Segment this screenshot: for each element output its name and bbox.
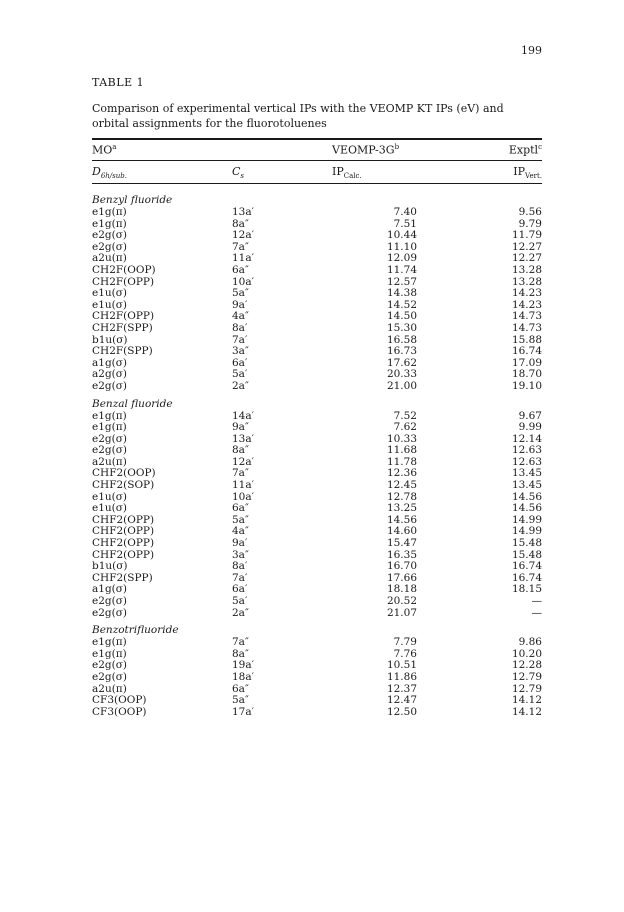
cell-ip-vert: 14.73 xyxy=(511,310,542,323)
cell-ip-calc: 18.18 xyxy=(386,583,417,596)
cell-mo: CH2F(OPP) xyxy=(92,275,155,288)
cell-ip-vert: 13.45 xyxy=(511,479,542,492)
cell-ip-calc: 12.36 xyxy=(386,467,417,480)
cell-ip-vert: 15.48 xyxy=(511,548,542,561)
cell-ip-calc: 17.66 xyxy=(386,571,417,584)
cell-mo: e2g(σ) xyxy=(92,379,127,392)
cell-ip-vert: 17.09 xyxy=(511,356,542,369)
cell-cs: 18a′ xyxy=(232,670,255,683)
cell-mo: e1u(σ) xyxy=(92,298,128,311)
header-d6h: $D_{6h/sub.}$ xyxy=(92,165,127,181)
table-label: TABLE 1 xyxy=(92,76,145,89)
cell-cs: 2a″ xyxy=(232,379,249,392)
cell-ip-calc: 12.37 xyxy=(386,682,417,695)
table-row xyxy=(92,288,542,300)
header-veomp: VEOMP-$3G^b$ xyxy=(332,143,400,157)
cell-mo: CH2F(SPP) xyxy=(92,321,153,334)
table-row xyxy=(92,230,542,242)
cell-ip-vert: 15.48 xyxy=(511,537,542,550)
cell-ip-calc: 12.57 xyxy=(386,275,417,288)
cell-cs: 13a′ xyxy=(232,206,255,218)
cell-mo: e2g(σ) xyxy=(92,240,127,253)
section-title xyxy=(92,625,542,637)
cell-cs: 7a′ xyxy=(232,333,248,346)
cell-ip-calc: 12.47 xyxy=(386,694,417,707)
cell-cs: 8a″ xyxy=(232,647,249,660)
table-row xyxy=(92,660,542,672)
cell-mo: CHF2(OPP) xyxy=(92,513,155,526)
page-number: 199 xyxy=(521,44,542,57)
cell-ip-calc: 7.76 xyxy=(393,647,417,660)
cell-ip-calc: 16.70 xyxy=(386,560,417,573)
table-row xyxy=(92,219,542,231)
cell-ip-vert: 12.63 xyxy=(511,455,542,468)
cell-ip-vert: 12.14 xyxy=(511,432,542,445)
cell-cs: 7a″ xyxy=(232,240,249,253)
cell-ip-calc: 11.74 xyxy=(386,263,417,276)
cell-mo: e2g(σ) xyxy=(92,595,127,607)
cell-cs: 9a′ xyxy=(232,537,248,550)
cell-cs: 6a″ xyxy=(232,263,249,276)
cell-mo: e2g(σ) xyxy=(92,432,127,445)
table-row xyxy=(92,346,542,358)
cell-mo: a1g(σ) xyxy=(92,583,128,596)
cell-mo: e1u(σ) xyxy=(92,502,128,515)
cell-mo: a2u(π) xyxy=(92,455,127,468)
cell-mo: CHF2(OPP) xyxy=(92,548,155,561)
cell-cs: 4a″ xyxy=(232,310,249,323)
cell-ip-calc: 17.62 xyxy=(386,356,417,369)
table-row xyxy=(92,561,542,573)
cell-ip-vert: 12.28 xyxy=(511,659,542,672)
table-row xyxy=(92,515,542,527)
cell-cs: 5a′ xyxy=(232,595,248,607)
header-row-2 xyxy=(92,165,542,181)
cell-cs: 9a′ xyxy=(232,298,248,311)
table-row xyxy=(92,684,542,696)
cell-mo: a2g(σ) xyxy=(92,368,128,381)
cell-cs: 17a′ xyxy=(232,705,255,718)
table-row xyxy=(92,253,542,265)
cell-cs: 5a″ xyxy=(232,694,249,707)
table-row xyxy=(92,596,542,608)
table-row xyxy=(92,584,542,596)
cell-cs: 12a′ xyxy=(232,229,255,242)
section-title xyxy=(92,195,542,207)
table-row xyxy=(92,311,542,323)
cell-ip-vert: 10.20 xyxy=(511,647,542,660)
cell-ip-vert: 12.27 xyxy=(511,252,542,265)
top-rule xyxy=(92,138,542,140)
cell-cs: 3a″ xyxy=(232,345,249,358)
cell-mo: e2g(σ) xyxy=(92,670,127,683)
cell-ip-vert: 14.12 xyxy=(511,694,542,707)
cell-ip-calc: 11.86 xyxy=(386,670,417,683)
cell-ip-calc: 14.38 xyxy=(386,287,417,300)
section-title-text: Benzyl fluoride xyxy=(92,194,173,206)
cell-ip-calc: 11.68 xyxy=(386,444,417,457)
table-row xyxy=(92,358,542,370)
cell-mo: e1g(π) xyxy=(92,421,127,434)
cell-ip-calc: 7.52 xyxy=(393,409,417,422)
cell-ip-vert: 19.10 xyxy=(511,379,542,392)
cell-mo: e2g(σ) xyxy=(92,444,127,457)
cell-mo: CHF2(OPP) xyxy=(92,525,155,538)
cell-ip-calc: 10.33 xyxy=(386,432,417,445)
cell-mo: e2g(σ) xyxy=(92,229,127,242)
cell-ip-vert: 15.88 xyxy=(511,333,542,346)
cell-cs: 13a′ xyxy=(232,432,255,445)
cell-cs: 5a′ xyxy=(232,368,248,381)
cell-ip-calc: 12.78 xyxy=(386,490,417,503)
table-row xyxy=(92,608,542,620)
header-row-1 xyxy=(92,143,542,159)
cell-ip-calc: 11.78 xyxy=(386,455,417,468)
section-title-text: Benzotrifluoride xyxy=(92,624,179,637)
cell-ip-vert: 13.28 xyxy=(511,263,542,276)
cell-ip-vert: 9.67 xyxy=(518,409,542,422)
cell-cs: 6a″ xyxy=(232,682,249,695)
cell-mo: CHF2(SPP) xyxy=(92,571,153,584)
cell-ip-vert: 14.56 xyxy=(511,502,542,515)
cell-cs: 2a″ xyxy=(232,606,249,619)
cell-ip-vert: 12.79 xyxy=(511,670,542,683)
table-row xyxy=(92,335,542,347)
cell-mo: e1u(σ) xyxy=(92,287,128,300)
table-row xyxy=(92,369,542,381)
cell-cs: 6a′ xyxy=(232,583,248,596)
header-bottom-rule xyxy=(92,183,542,184)
table-row xyxy=(92,707,542,719)
table-row xyxy=(92,503,542,515)
cell-ip-vert: 18.15 xyxy=(511,583,542,596)
table-row xyxy=(92,411,542,423)
cell-cs: 8a″ xyxy=(232,444,249,457)
cell-ip-vert: 14.99 xyxy=(511,525,542,538)
cell-mo: b1u(σ) xyxy=(92,333,128,346)
cell-cs: 9a″ xyxy=(232,421,249,434)
cell-ip-calc: 12.50 xyxy=(386,705,417,718)
cell-mo: CHF2(OPP) xyxy=(92,537,155,550)
cell-ip-calc: 20.52 xyxy=(386,595,417,607)
cell-ip-calc: 7.40 xyxy=(393,206,417,218)
cell-mo: CH2F(OOP) xyxy=(92,263,156,276)
table-row xyxy=(92,480,542,492)
cell-cs: 7a″ xyxy=(232,636,249,649)
cell-ip-vert: 13.45 xyxy=(511,467,542,480)
cell-ip-calc: 10.51 xyxy=(386,659,417,672)
cell-ip-vert: 9.56 xyxy=(518,206,542,218)
table-body xyxy=(92,195,542,718)
table-row xyxy=(92,457,542,469)
cell-ip-calc: 12.45 xyxy=(386,479,417,492)
cell-mo: a2u(π) xyxy=(92,682,127,695)
cell-cs: 3a″ xyxy=(232,548,249,561)
cell-mo: a1g(σ) xyxy=(92,356,128,369)
cell-ip-calc: 20.33 xyxy=(386,368,417,381)
table-row xyxy=(92,207,542,219)
cell-cs: 6a′ xyxy=(232,356,248,369)
cell-cs: 7a′ xyxy=(232,571,248,584)
cell-ip-vert: 14.23 xyxy=(511,298,542,311)
table-row xyxy=(92,381,542,393)
cell-ip-calc: 15.30 xyxy=(386,321,417,334)
cell-ip-vert: 16.74 xyxy=(511,560,542,573)
cell-ip-calc: 10.44 xyxy=(386,229,417,242)
cell-ip-calc: 13.25 xyxy=(386,502,417,515)
cell-cs: 7a″ xyxy=(232,467,249,480)
table-row xyxy=(92,265,542,277)
cell-ip-calc: 15.47 xyxy=(386,537,417,550)
cell-mo: e1g(π) xyxy=(92,217,127,230)
cell-cs: 19a′ xyxy=(232,659,255,672)
cell-mo: CHF2(OOP) xyxy=(92,467,156,480)
cell-mo: e1g(π) xyxy=(92,206,127,218)
cell-ip-calc: 7.51 xyxy=(393,217,417,230)
cell-ip-vert: 14.99 xyxy=(511,513,542,526)
cell-cs: 8a′ xyxy=(232,321,248,334)
cell-ip-vert: 14.12 xyxy=(511,705,542,718)
cell-mo: e1g(π) xyxy=(92,409,127,422)
cell-mo: CH2F(SPP) xyxy=(92,345,153,358)
cell-cs: 4a″ xyxy=(232,525,249,538)
table-row xyxy=(92,695,542,707)
cell-ip-vert: 9.86 xyxy=(518,636,542,649)
cell-cs: 5a″ xyxy=(232,287,249,300)
table-caption: Comparison of experimental vertical IPs with the VEOMP KT IPs (eV) and orbital assignments for the fluorotoluenes xyxy=(92,102,504,130)
cell-ip-calc: 7.79 xyxy=(393,636,417,649)
cell-ip-vert: 13.28 xyxy=(511,275,542,288)
cell-mo: e2g(σ) xyxy=(92,606,127,619)
cell-ip-calc: 14.60 xyxy=(386,525,417,538)
table-row xyxy=(92,649,542,661)
cell-ip-vert: — xyxy=(531,595,542,607)
cell-ip-vert: 9.99 xyxy=(518,421,542,434)
cell-ip-vert: 16.74 xyxy=(511,345,542,358)
cell-ip-vert: 12.79 xyxy=(511,682,542,695)
cell-mo: CHF2(SOP) xyxy=(92,479,155,492)
header-mid-rule xyxy=(92,160,542,161)
cell-ip-calc: 21.07 xyxy=(386,606,417,619)
table-row xyxy=(92,300,542,312)
table-row xyxy=(92,526,542,538)
header-exptl: Exptl$^c$ xyxy=(508,143,542,157)
cell-mo: CF3(OOP) xyxy=(92,705,147,718)
cell-mo: e2g(σ) xyxy=(92,659,127,672)
header-mo: $MO^a$ xyxy=(92,143,117,157)
section-title-text: Benzal fluoride xyxy=(92,397,173,410)
cell-cs: 10a′ xyxy=(232,275,255,288)
header-ip-vert: $IP_{Vert.}$ xyxy=(513,165,542,181)
cell-ip-calc: 14.50 xyxy=(386,310,417,323)
cell-mo: e1u(σ) xyxy=(92,490,128,503)
cell-ip-calc: 14.56 xyxy=(386,513,417,526)
cell-mo: e1g(π) xyxy=(92,636,127,649)
table-row xyxy=(92,468,542,480)
cell-cs: 11a′ xyxy=(232,479,255,492)
cell-mo: e1g(π) xyxy=(92,647,127,660)
cell-ip-vert: 12.63 xyxy=(511,444,542,457)
section-title xyxy=(92,399,542,411)
cell-cs: 5a″ xyxy=(232,513,249,526)
header-cs: $C_s$ xyxy=(232,165,245,181)
cell-ip-calc: 16.73 xyxy=(386,345,417,358)
cell-mo: CF3(OOP) xyxy=(92,694,147,707)
table-row xyxy=(92,672,542,684)
cell-ip-calc: 14.52 xyxy=(386,298,417,311)
table-row xyxy=(92,323,542,335)
cell-ip-calc: 16.35 xyxy=(386,548,417,561)
table-row xyxy=(92,637,542,649)
cell-cs: 8a′ xyxy=(232,560,248,573)
cell-ip-vert: 11.79 xyxy=(511,229,542,242)
table-row xyxy=(92,422,542,434)
cell-cs: 6a″ xyxy=(232,502,249,515)
table-row xyxy=(92,277,542,289)
cell-mo: CH2F(OPP) xyxy=(92,310,155,323)
cell-ip-vert: 14.23 xyxy=(511,287,542,300)
cell-cs: 12a′ xyxy=(232,455,255,468)
cell-cs: 11a′ xyxy=(232,252,255,265)
cell-cs: 14a′ xyxy=(232,409,255,422)
table-row xyxy=(92,492,542,504)
cell-ip-calc: 12.09 xyxy=(386,252,417,265)
cell-mo: a2u(π) xyxy=(92,252,127,265)
table-row xyxy=(92,573,542,585)
cell-ip-calc: 11.10 xyxy=(386,240,417,253)
cell-ip-vert: 18.70 xyxy=(511,368,542,381)
cell-cs: 10a′ xyxy=(232,490,255,503)
cell-ip-vert: 14.56 xyxy=(511,490,542,503)
cell-ip-calc: 7.62 xyxy=(393,421,417,434)
cell-ip-calc: 21.00 xyxy=(386,379,417,392)
table-row xyxy=(92,550,542,562)
cell-ip-vert: 9.79 xyxy=(518,217,542,230)
cell-ip-vert: 12.27 xyxy=(511,240,542,253)
table-row xyxy=(92,242,542,254)
cell-cs: 8a″ xyxy=(232,217,249,230)
cell-ip-calc: 16.58 xyxy=(386,333,417,346)
table-row xyxy=(92,445,542,457)
table-row xyxy=(92,538,542,550)
cell-ip-vert: 14.73 xyxy=(511,321,542,334)
table-row xyxy=(92,434,542,446)
cell-ip-vert: 16.74 xyxy=(511,571,542,584)
cell-mo: b1u(σ) xyxy=(92,560,128,573)
header-ip-calc: $IP_{Calc.}$ xyxy=(332,165,362,181)
cell-ip-vert: — xyxy=(531,606,542,619)
